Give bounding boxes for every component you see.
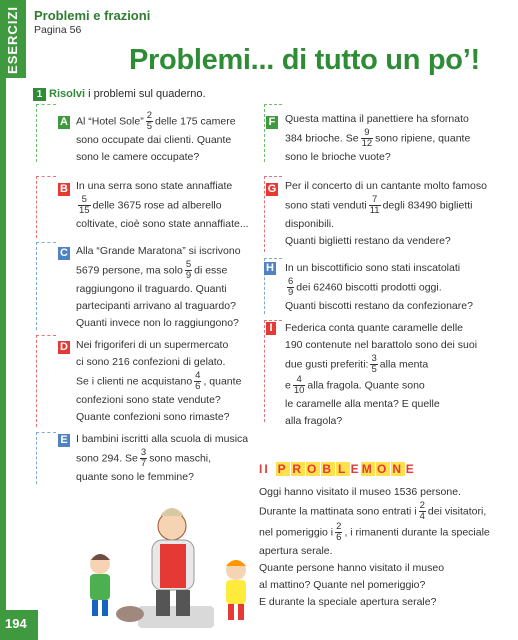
kid2-leg2 bbox=[238, 604, 244, 620]
label-e: E bbox=[58, 434, 70, 447]
fraction: $\frac{4}{10}$ bbox=[293, 374, 305, 396]
kid1-leg bbox=[92, 600, 98, 616]
page-number-box bbox=[0, 610, 38, 640]
problem-i: Federica conta quante caramelle delle 190 contenute nel barattolo sono dei suoi due gusti preferiti: $\frac{3}{5}$ alla menta e $\frac{4}{10}$ alla fragola. Quante sono le caramelle alla menta? E quelle alla fragola? bbox=[285, 322, 478, 427]
fraction: $\frac{5}{9}$ bbox=[185, 259, 192, 281]
instruction bbox=[33, 88, 206, 101]
museum-kids-illustration bbox=[60, 486, 260, 636]
problemone-letter: O bbox=[307, 462, 319, 476]
problem-c: Alla “Grande Maratona” si iscrivono 5679 persone, ma solo $\frac{5}{9}$ di esse raggiungono il traguardo. Quanti partecipanti arrivano al traguardo? Quanti invece non lo raggiungono? bbox=[76, 245, 241, 329]
problem-a: Al “Hotel Sole” $\frac{2}{5}$ delle 175 camere sono occupate dai clienti. Quante sono le camere occupate? bbox=[76, 110, 236, 163]
dash-top-b bbox=[36, 176, 56, 177]
dash-g bbox=[264, 176, 265, 252]
fraction: $\frac{2}{6}$ bbox=[336, 521, 342, 543]
kid2-leg bbox=[228, 604, 234, 620]
dash-a bbox=[36, 104, 37, 162]
header-subtitle: Pagina 56 bbox=[34, 24, 82, 36]
dash-c bbox=[36, 242, 37, 330]
man-vest bbox=[160, 544, 186, 588]
dash-top-e bbox=[36, 432, 56, 433]
problemone-letters bbox=[276, 462, 416, 476]
dash-b bbox=[36, 176, 37, 238]
side-bar bbox=[0, 78, 6, 610]
label-c: C bbox=[58, 247, 70, 260]
instruction-keyword: Risolvi bbox=[49, 88, 86, 100]
problem-f: Questa mattina il panettiere ha sfornato 384 brioche. Se $\frac{9}{12}$ sono ripiene, quante sono le brioche vuote? bbox=[285, 113, 471, 163]
dash-e bbox=[36, 432, 37, 484]
fraction: $\frac{6}{9}$ bbox=[288, 276, 294, 298]
problem-g: Per il concerto di un cantante molto famoso sono stati venduti $\frac{7}{11}$ degli 83490 biglietti disponibili. Quanti biglietti restano da vendere? bbox=[285, 180, 487, 247]
problem-d: Nei frigoriferi di un supermercato ci sono 216 confezioni di gelato. Se i clienti ne acquistano $\frac{4}{6}$ , quante confezioni sono state vendute? Quante confezioni sono rimaste? bbox=[76, 339, 242, 423]
section-tab-label: ESERCIZI bbox=[5, 6, 20, 74]
section-tab bbox=[0, 0, 26, 78]
problem-b: In una serra sono state annaffiate $\frac{5}{15}$ delle 3675 rose ad alberello coltivate, cioè sono state annaffiate... bbox=[76, 180, 249, 230]
problemone-letter: O bbox=[377, 462, 389, 476]
dash-top-c bbox=[36, 242, 56, 243]
dash-top-i bbox=[264, 320, 282, 321]
label-f: F bbox=[266, 116, 278, 129]
kid2-body bbox=[226, 580, 246, 604]
kid1-leg2 bbox=[102, 600, 108, 616]
man-hair bbox=[160, 508, 184, 516]
problem-e: I bambini iscritti alla scuola di musica sono 294. Se $\frac{3}{7}$ sono maschi, quante sono le femmine? bbox=[76, 433, 249, 483]
problemone-letter: E bbox=[405, 462, 416, 476]
problemone-letter: B bbox=[322, 462, 333, 476]
man-head bbox=[158, 512, 186, 540]
dash-i bbox=[264, 320, 265, 422]
kid1-hair bbox=[91, 554, 110, 560]
fraction: $\frac{5}{15}$ bbox=[79, 194, 90, 216]
problemone-letter: M bbox=[361, 462, 374, 476]
dash-f bbox=[264, 104, 265, 162]
dash-top-d bbox=[36, 335, 56, 336]
dash-top-f bbox=[264, 104, 282, 105]
label-i: I bbox=[266, 322, 276, 335]
dash-top-g bbox=[264, 176, 282, 177]
dog bbox=[116, 606, 144, 622]
page-number: 194 bbox=[5, 616, 27, 631]
kid1-body bbox=[90, 574, 110, 600]
man-leg-left bbox=[156, 590, 170, 616]
dash-top-h bbox=[264, 258, 282, 259]
problemone-letter: P bbox=[277, 462, 288, 476]
fraction: $\frac{3}{5}$ bbox=[371, 353, 377, 375]
problem-h: In un biscottificio sono stati inscatolati $\frac{6}{9}$ dei 62460 biscotti prodotti oggi. Quanti biscotti restano da confezionare? bbox=[285, 262, 473, 312]
label-d: D bbox=[58, 341, 70, 354]
dash-top-a bbox=[36, 104, 56, 105]
label-b: B bbox=[58, 183, 70, 196]
problemone-letter: L bbox=[336, 462, 350, 476]
label-g: G bbox=[267, 183, 277, 195]
header-title: Problemi e frazioni bbox=[34, 8, 151, 23]
page-title: Problemi... di tutto un po’! bbox=[129, 44, 480, 76]
label-h: H bbox=[264, 262, 276, 275]
fraction: $\frac{2}{5}$ bbox=[146, 110, 152, 132]
problemone-letter: R bbox=[292, 462, 303, 476]
exercise-number: 1 bbox=[33, 88, 46, 101]
fraction: $\frac{4}{6}$ bbox=[195, 370, 201, 392]
dash-d bbox=[36, 335, 37, 427]
problemone-title: II P R O B L EM O N E bbox=[259, 462, 416, 476]
instruction-text: i problemi sul quaderno. bbox=[85, 88, 206, 100]
problemone-text: Oggi hanno visitato il museo 1536 persone. Durante la mattinata sono entrati i $\frac{2}{4}$ dei visitatori, nel pomeriggio i $\frac{2}{6}$ , i rimanenti durante la speciale apertura serale. Quante persone hanno visitato il museo al mattino? Quante nel pomeriggio? E durante la speciale apertura serale? bbox=[259, 486, 490, 608]
problemone-letter: E bbox=[350, 462, 361, 476]
fraction: $\frac{2}{4}$ bbox=[419, 500, 425, 522]
kid2-hair bbox=[226, 560, 246, 566]
fraction: $\frac{3}{7}$ bbox=[140, 447, 147, 469]
man-leg-right bbox=[176, 590, 190, 616]
label-a: A bbox=[58, 116, 70, 129]
fraction: $\frac{7}{11}$ bbox=[369, 194, 380, 216]
fraction: $\frac{9}{12}$ bbox=[361, 127, 373, 149]
problemone-letter: N bbox=[392, 462, 404, 476]
